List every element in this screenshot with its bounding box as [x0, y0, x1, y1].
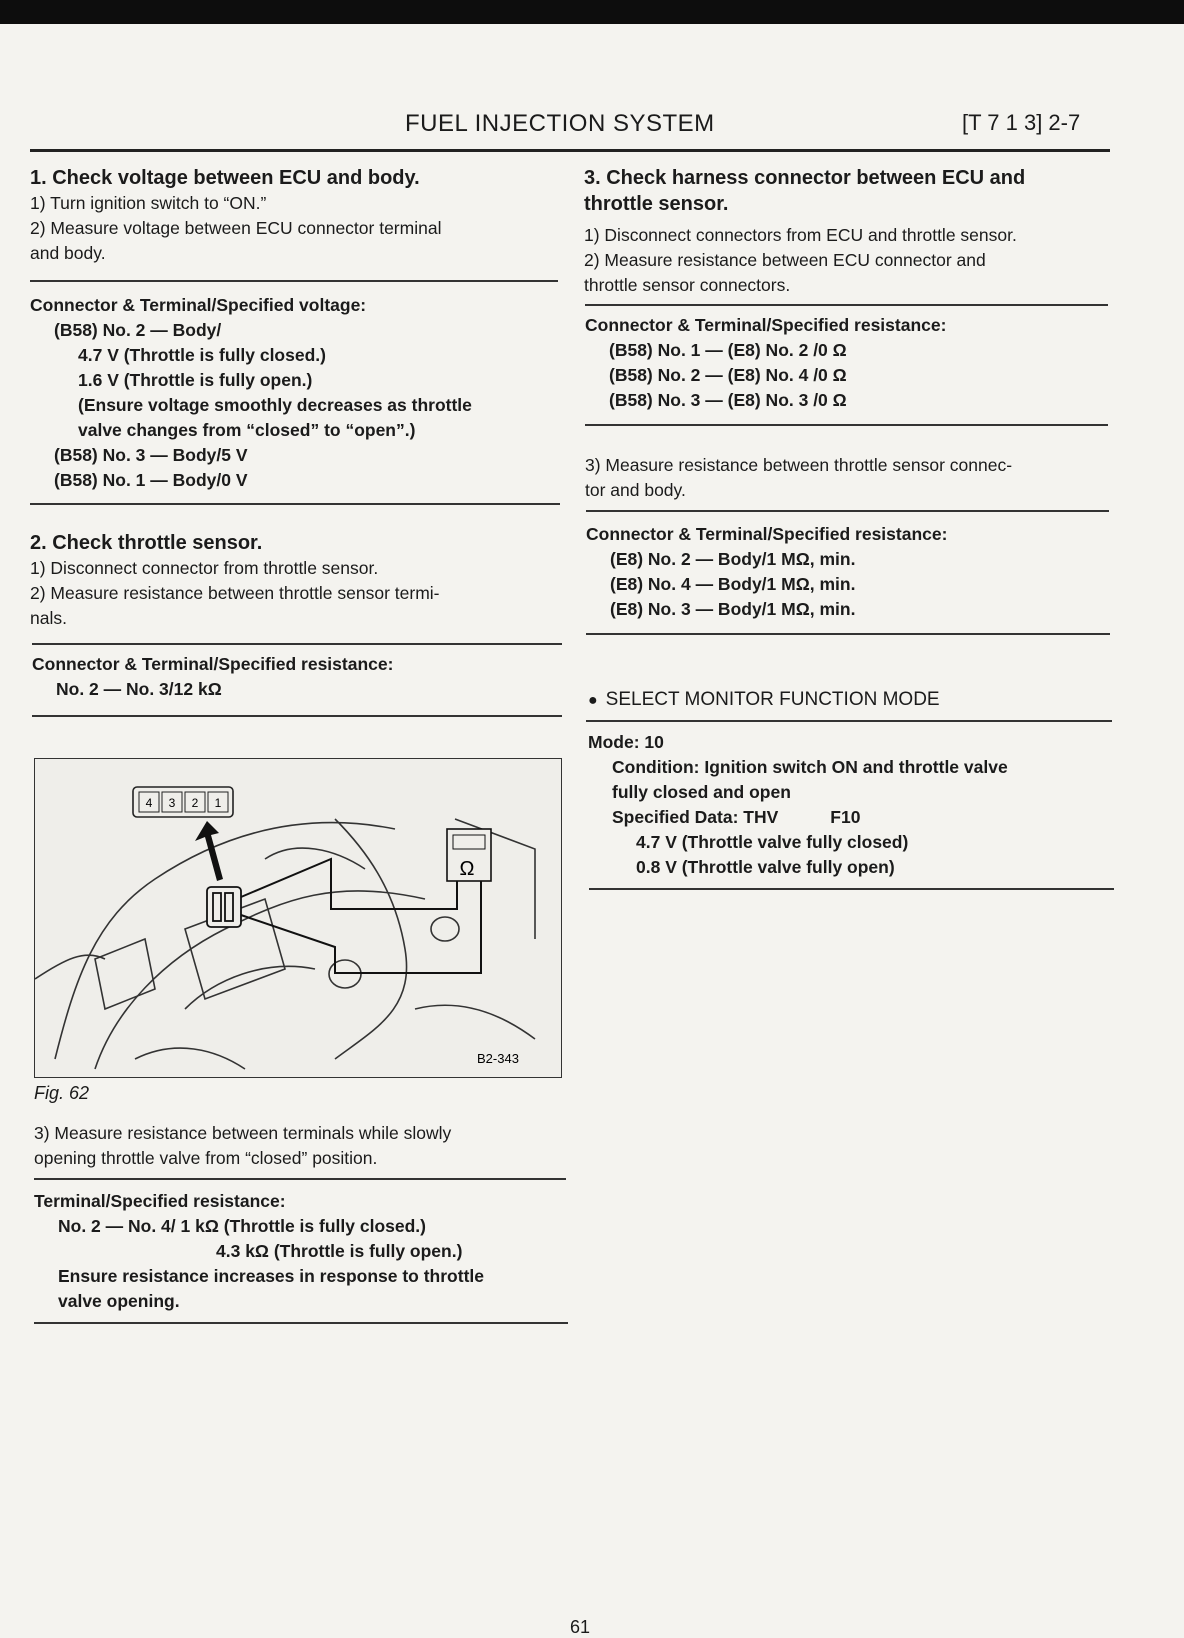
step-1-instruction: 2) Measure voltage between ECU connector terminal [30, 218, 442, 238]
monitor-data-code: F10 [830, 807, 861, 827]
divider [34, 1178, 566, 1180]
step-1-section [30, 165, 550, 266]
connector-pin-4: 4 [145, 796, 153, 810]
throttle-sensor-figure [34, 758, 562, 1078]
divider [30, 280, 558, 282]
monitor-data-label: Specified Data: THV [612, 807, 779, 827]
monitor-mode: Mode: 10 [588, 732, 664, 752]
step-3-section [34, 1121, 574, 1171]
spec-line: valve opening. [58, 1291, 180, 1311]
step-3-heading: 3. Check harness connector between ECU and [584, 167, 1026, 189]
page-number: 61 [570, 1617, 591, 1637]
spec-line: (E8) No. 3 — Body/1 MΩ, min. [610, 599, 856, 619]
scan-top-border [0, 0, 1184, 24]
step-2-instruction: nals. [30, 608, 67, 628]
connector-pin-diagram [133, 787, 233, 817]
spec-title: Connector & Terminal/Specified resistance: [586, 524, 948, 544]
spec-title: Connector & Terminal/Specified voltage: [30, 295, 367, 315]
bullet-icon: ● [588, 692, 598, 709]
step-2-section [30, 530, 560, 631]
throttle-sensor-illustration [35, 759, 561, 1077]
body-resistance-spec [586, 522, 1111, 622]
throttle-sensor-connector [207, 887, 241, 927]
body-resistance-section [585, 453, 1110, 503]
step-1-instruction: and body. [30, 243, 106, 263]
spec-title: Connector & Terminal/Specified resistance: [32, 654, 394, 674]
spec-line: 4.7 V (Throttle is fully closed.) [78, 345, 326, 365]
header-rule [30, 149, 1110, 152]
ohmmeter [447, 829, 491, 881]
step-2-spec [32, 652, 562, 702]
step-3-spec [34, 1189, 574, 1314]
monitor-details [588, 730, 1118, 880]
step-2-instruction: 1) Disconnect connector from throttle sensor. [30, 558, 379, 578]
spec-line: No. 2 — No. 3/12 kΩ [56, 679, 222, 699]
spec-title: Connector & Terminal/Specified resistance: [585, 315, 947, 335]
spec-line: (B58) No. 3 — (E8) No. 3 /0 Ω [609, 390, 847, 410]
monitor-data-line: 4.7 V (Throttle valve fully closed) [636, 832, 909, 852]
spec-line: (B58) No. 1 — Body/0 V [54, 470, 248, 490]
divider [586, 720, 1112, 722]
spec-line: No. 2 — No. 4/ 1 kΩ (Throttle is fully closed.) [58, 1216, 426, 1236]
spec-line: Ensure resistance increases in response to throttle [58, 1266, 484, 1286]
spec-line: (E8) No. 2 — Body/1 MΩ, min. [610, 549, 856, 569]
divider [585, 304, 1108, 306]
select-monitor-heading-block [588, 687, 1113, 713]
spec-title: Terminal/Specified resistance: [34, 1191, 286, 1211]
figure-caption: Fig. 62 [34, 1083, 90, 1103]
step-3-heading: throttle sensor. [584, 193, 729, 215]
harness-instruction: 2) Measure resistance between ECU connector and [584, 250, 986, 270]
monitor-data-line: 0.8 V (Throttle valve fully open) [636, 857, 895, 877]
divider [30, 503, 560, 505]
spec-line: (B58) No. 2 — Body/ [54, 320, 222, 340]
monitor-heading: SELECT MONITOR FUNCTION MODE [605, 689, 940, 710]
step-3-harness-section [584, 165, 1109, 298]
ohm-icon: Ω [459, 858, 475, 880]
probe-leads [241, 859, 481, 973]
connector-pin-2: 2 [191, 796, 199, 810]
step-1-spec [30, 293, 560, 493]
spec-line: (B58) No. 2 — (E8) No. 4 /0 Ω [609, 365, 847, 385]
spec-line: (B58) No. 1 — (E8) No. 2 /0 Ω [609, 340, 847, 360]
divider [586, 510, 1109, 512]
spec-line: 4.3 kΩ (Throttle is fully open.) [216, 1241, 463, 1261]
divider [32, 715, 562, 717]
monitor-condition: fully closed and open [612, 782, 791, 802]
arrow-icon [195, 821, 223, 881]
connector-pin-1: 1 [214, 796, 222, 810]
page-title: FUEL INJECTION SYSTEM [405, 110, 715, 137]
spec-line: (B58) No. 3 — Body/5 V [54, 445, 248, 465]
body-resistance-instruction: 3) Measure resistance between throttle sensor connec- [585, 455, 1013, 475]
step-2-instruction: 2) Measure resistance between throttle sensor termi- [30, 583, 440, 603]
harness-instruction: 1) Disconnect connectors from ECU and throttle sensor. [584, 225, 1017, 245]
monitor-condition: Condition: Ignition switch ON and throttle valve [612, 757, 1008, 777]
step-2-heading: 2. Check throttle sensor. [30, 532, 263, 554]
step-3-instruction: 3) Measure resistance between terminals while slowly [34, 1123, 452, 1143]
spec-line: (E8) No. 4 — Body/1 MΩ, min. [610, 574, 856, 594]
spec-line: (Ensure voltage smoothly decreases as throttle [78, 395, 472, 415]
step-3-instruction: opening throttle valve from “closed” position. [34, 1148, 378, 1168]
monitor-heading-row [588, 687, 1113, 713]
spec-line: 1.6 V (Throttle is fully open.) [78, 370, 313, 390]
divider [589, 888, 1114, 890]
body-resistance-instruction: tor and body. [585, 480, 686, 500]
section-code: [T 7 1 3] 2-7 [962, 110, 1081, 135]
divider [34, 1322, 568, 1324]
harness-instruction: throttle sensor connectors. [584, 275, 791, 295]
connector-pin-3: 3 [168, 796, 176, 810]
divider [32, 643, 562, 645]
divider [585, 424, 1108, 426]
harness-spec [585, 313, 1110, 413]
step-1-instruction: 1) Turn ignition switch to “ON.” [30, 193, 267, 213]
spec-line: valve changes from “closed” to “open”.) [78, 420, 416, 440]
step-1-heading: 1. Check voltage between ECU and body. [30, 167, 420, 189]
monitor-data-row [588, 805, 1118, 830]
figure-code: B2-343 [477, 1051, 519, 1066]
divider [586, 633, 1110, 635]
